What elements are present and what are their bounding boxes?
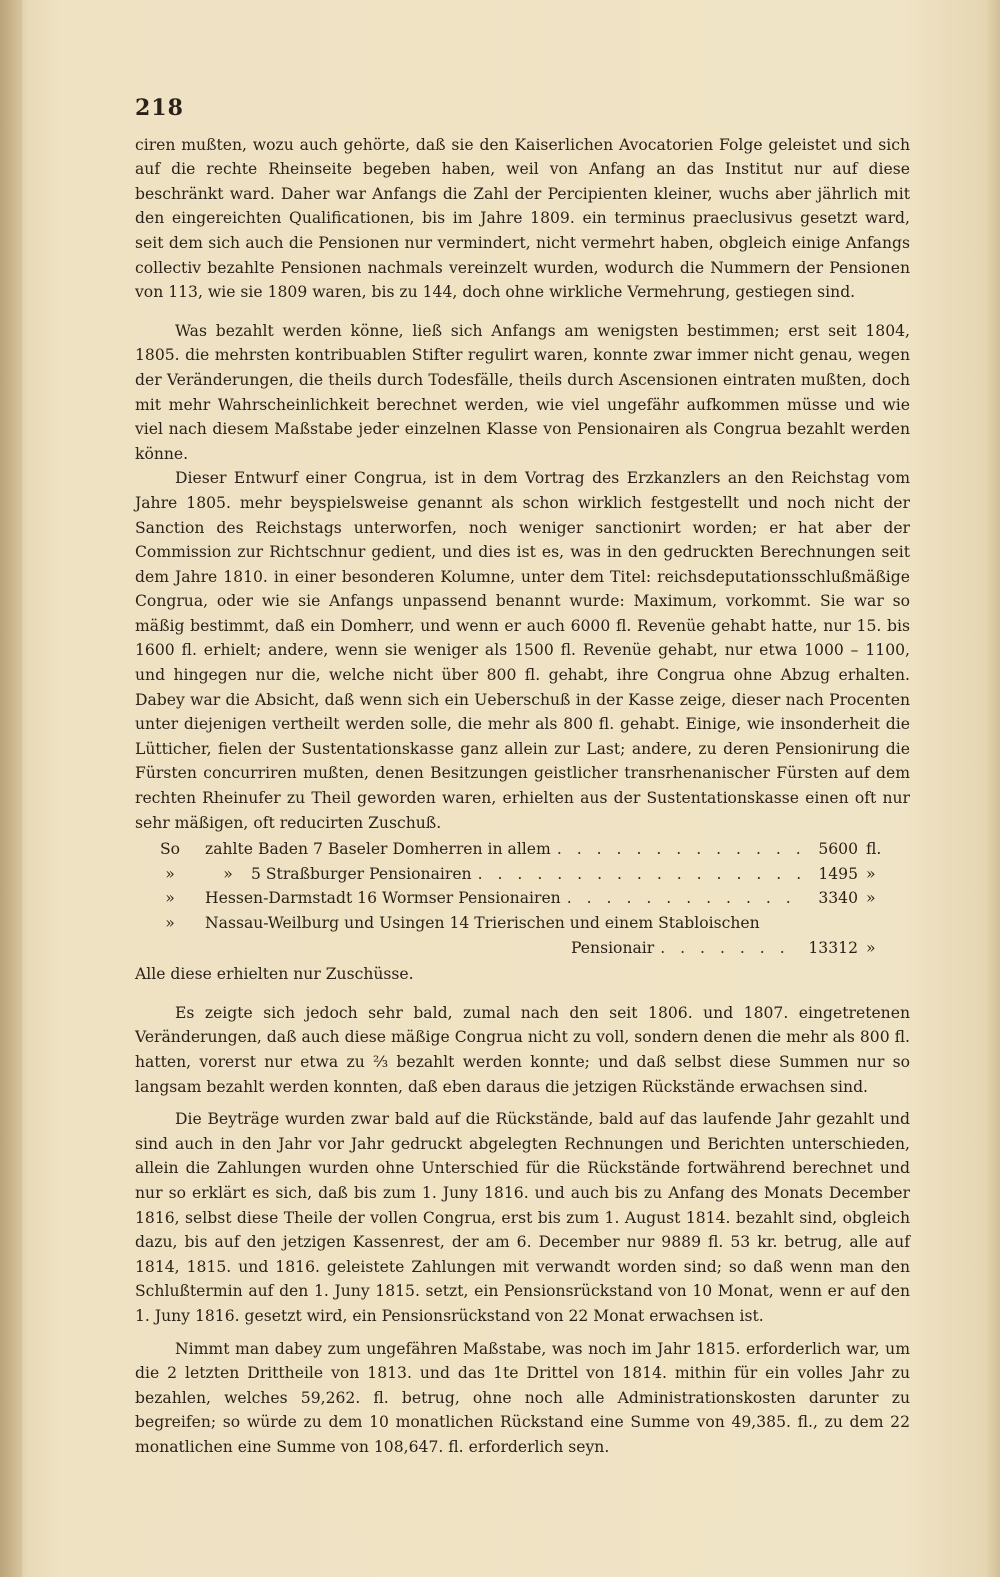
paragraph-1: ciren mußten, wozu auch gehörte, daß sie den Kaiserlichen Avocatorien Folge geleistet und sich auf die rechte Rheinseite begeben haben, weil von Anfang an das Institut nur auf diese beschränkt ward. Daher war Anfangs die Zahl der Percipienten kleiner, wuchs aber jährlich mit den eingereichten Qualificationen, bis im Jahre 1809. ein terminus praeclusivus gesetzt ward, seit dem sich auch die Pensionen nur vermindert, nicht vermehrt haben, obgleich einige Anfangs collectiv bezahlte Pensionen nachmals vereinzelt wurden, wodurch die Nummern der Pensionen von 113, wie sie 1809 waren, bis zu 144, doch ohne wirkliche Vermehrung, gestiegen sind.: [135, 135, 910, 302]
page-number: 218: [135, 95, 184, 121]
list-item: So zahlte Baden 7 Baseler Domherren in allem . . . 5600 fl.: [135, 837, 910, 862]
payment-list: [135, 837, 910, 960]
paragraph-6: Nimmt man dabey zum ungefähren Maßstabe, was noch im Jahr 1815. erforderlich war, um die 2 letzten Drittheile von 1813. und das 1te Drittel von 1814. mithin für ein volles Jahr zu bezahlen, welches 59,262. fl. betrug, ohne noch alle Administrationskosten darunter zu begreifen; so würde zu dem 10 monatlichen Rückstand eine Summe von 49,385. fl., zu dem 22 monatlichen eine Summe von 108,647. fl. erforderlich seyn.: [135, 1339, 910, 1456]
paragraph-4: Es zeigte sich jedoch sehr bald, zumal nach den seit 1806. und 1807. eingetretenen Veränderungen, daß auch diese mäßige Congrua nicht zu voll, sondern denen die mehr als 800 fl. hatten, vorerst nur etwa zu ⅔ bezahlt werden konnte; und daß selbst diese Summen nur so langsam bezahlt werden konnten, daß eben daraus die jetzigen Rückstände erwachsen sind.: [135, 1003, 910, 1096]
list-item-continuation: Pensionair . . . 13312 »: [135, 936, 910, 961]
closing-line: Alle diese erhielten nur Zuschüsse.: [135, 965, 414, 984]
list-item: » Nassau-Weilburg und Usingen 14 Trierischen und einem Stabloischen: [165, 914, 760, 932]
list-item: » Hessen-Darmstadt 16 Wormser Pensionairen . . . 3340 »: [135, 886, 910, 911]
paragraph-5: Die Beyträge wurden zwar bald auf die Rückstände, bald auf das laufende Jahr gezahlt und sind auch in den Jahr vor Jahr gedruckt abgelegten Rechnungen und Berichten unterschieden, allein die Zahlungen wurden ohne Unterschied für die Rückstände fortwährend berechnet und nur so erklärt es sich, daß bis zum 1. Juny 1816. und auch bis zu Anfang des Monats December 1816, selbst diese Theile der vollen Congrua, erst bis zum 1. August 1814. bezahlt sind, obgleich dazu, bis auf den jetzigen Kassenrest, der am 6. December nur 9889 fl. 53 kr. betrug, alle auf 1814, 1815. und 1816. geleistete Zahlungen mit verwandt worden sind; so daß wenn man den Schlußtermin auf den 1. Juny 1815. setzt, ein Pensionsrückstand von 10 Monat, wenn er auf den 1. Juny 1816. gesetzt wird, ein Pensionsrückstand von 22 Monat erwachsen ist.: [135, 1110, 910, 1325]
paragraph-2: Was bezahlt werden könne, ließ sich Anfangs am wenigsten bestimmen; erst seit 1804, 1805. die mehrsten kontribuablen Stifter regulirt waren, konnte zwar immer nicht genau, wegen der Veränderungen, die theils durch Todesfälle, theils durch Ascensionen eintraten mußten, doch mit mehr Wahrscheinlichkeit berechnet werden, wie viel ungefähr aufkommen müsse und wie viel nach diesem Maßstabe jeder einzelnen Klasse von Pensionairen als Congrua bezahlt werden könne.: [135, 321, 910, 463]
page-text-block: [135, 96, 910, 1459]
list-item: » » 5 Straßburger Pensionairen . . . 1495 »: [135, 862, 910, 887]
book-spine-shadow: [0, 0, 22, 1577]
paragraph-3: Dieser Entwurf einer Congrua, ist in dem Vortrag des Erzkanzlers an den Reichstag vom Jahre 1805. mehr beyspielsweise genannt als schon wirklich festgestellt und noch nicht der Sanction des Reichstags unterworfen, noch weniger sanctionirt worden; er hat aber der Commission zur Richtschnur gedient, und dies ist es, was in den gedruckten Berechnungen seit dem Jahre 1810. in einer besonderen Kolumne, unter dem Titel: reichsdeputationsschlußmäßige Congrua, oder wie sie Anfangs unpassend benannt wurde: Maximum, vorkommt. Sie war so mäßig bestimmt, daß ein Domherr, und wenn er auch 6000 fl. Revenüe gehabt hatte, nur 15. bis 1600 fl. erhielt; andere, wenn sie weniger als 1500 fl. Revenüe gehabt, nur etwa 1000 – 1100, und hingegen nur die, welche nicht über 800 fl. gehabt, ihre Congrua ohne Abzug erhalten. Dabey war die Absicht, daß wenn sich ein Ueberschuß in der Kasse zeige, dieser nach Procenten unter diejenigen vertheilt werden solle, die mehr als 800 fl. gehabt. Einige, wie insonderheit die Lütticher, fielen der Sustentationskasse ganz allein zur Last; andere, zu deren Pensionirung die Fürsten concurriren mußten, denen Besitzungen geistlicher transrhenanischer Fürsten auf dem rechten Rheinufer zu Theil geworden waren, erhielten aus der Sustentationskasse einen oft nur sehr mäßigen, oft reducirten Zuschuß.: [135, 469, 910, 832]
